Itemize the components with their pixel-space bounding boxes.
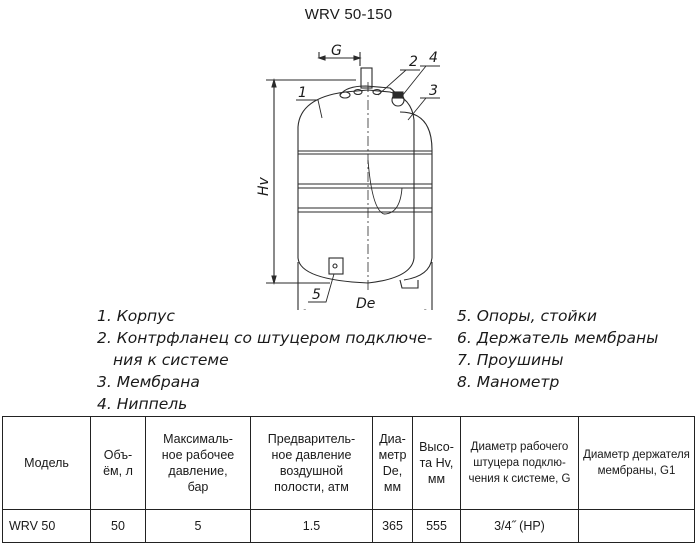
cell-model: WRV 50 [3, 510, 91, 543]
col-header-membrane-holder: Диаметр держателя мембраны, G1 [579, 417, 695, 510]
col-header-connection: Диаметр рабочего штуцера подклю- чения к системе, G [461, 417, 579, 510]
col-header-preset-pressure: Предваритель- ное давление воздушной полости, атм [251, 417, 373, 510]
legend-item-6: 6. Держатель мембраны [457, 329, 659, 347]
callout-5: 5 [312, 287, 321, 303]
legend-item-5: 5. Опоры, стойки [457, 307, 598, 325]
callout-1: 1 [298, 85, 307, 101]
col-header-max-pressure: Максималь- ное рабочее давление, бар [146, 417, 251, 510]
cell-height: 555 [413, 510, 461, 543]
legend-left [97, 305, 432, 415]
table-row [3, 510, 695, 543]
legend-item-7: 7. Проушины [457, 351, 564, 369]
cell-diameter: 365 [373, 510, 413, 543]
page-title: WRV 50-150 [304, 6, 393, 23]
cell-max-pressure: 5 [146, 510, 251, 543]
cell-volume: 50 [91, 510, 146, 543]
cell-connection: 3/4˝ (НР) [461, 510, 579, 543]
legend-right [457, 305, 658, 393]
tank-body-outline [298, 90, 414, 283]
support-bracket [329, 258, 343, 274]
legend-item-3: 3. Мембрана [97, 373, 200, 391]
cell-membrane-holder [579, 510, 695, 543]
legend-item-1: 1. Корпус [97, 307, 175, 325]
legend-item-8: 8. Манометр [457, 373, 560, 391]
dim-de-label: De [356, 296, 376, 310]
tank-side-outline [400, 112, 432, 280]
connection-fitting [361, 68, 372, 88]
dim-hv-label: Hv [256, 177, 272, 196]
col-header-volume: Объ- ём, л [91, 417, 146, 510]
spec-table [2, 416, 695, 543]
legend-item-4: 4. Ниппель [97, 395, 188, 413]
table-header-row [3, 417, 695, 510]
col-header-diameter: Диа- метр De, мм [373, 417, 413, 510]
callout-4: 4 [429, 50, 438, 66]
col-header-model: Модель [3, 417, 91, 510]
col-header-height: Высо- та Hv, мм [413, 417, 461, 510]
cell-preset-pressure: 1.5 [251, 510, 373, 543]
dim-g-label: G [331, 43, 342, 59]
legend-item-2: 2. Контрфланец со штуцером подключе- [97, 329, 433, 347]
callout-2: 2 [409, 54, 418, 70]
callout-3: 3 [429, 83, 438, 99]
legend-item-2-cont: ния к системе [113, 351, 229, 369]
